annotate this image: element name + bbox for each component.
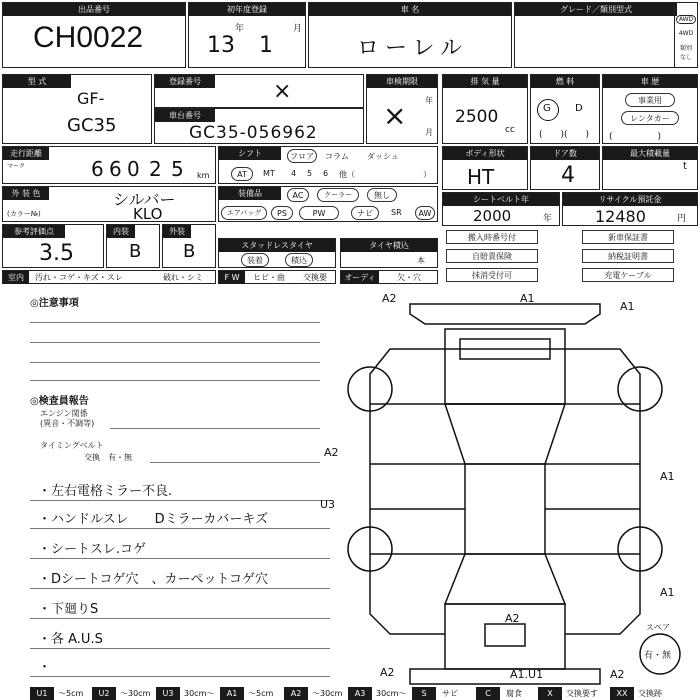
equipment-nav: ナビ bbox=[351, 206, 379, 220]
front-bumper bbox=[410, 304, 600, 324]
timing-label: タイミングベルト bbox=[40, 441, 104, 450]
inspection-period-box bbox=[366, 74, 438, 144]
recycle-box bbox=[562, 192, 698, 226]
body-type-value: HT bbox=[467, 165, 495, 189]
tire-load-label: タイヤ積込 bbox=[341, 239, 437, 252]
legend-text-x: 交換要す bbox=[566, 689, 598, 698]
mileage-digit-5: 5 bbox=[171, 157, 184, 181]
mileage-digit-1: 6 bbox=[91, 157, 104, 181]
shift-other: 他（ bbox=[339, 170, 355, 179]
legend-text-xx: 交換跡 bbox=[638, 689, 662, 698]
history-box bbox=[602, 74, 698, 144]
audio-row bbox=[340, 270, 438, 295]
legend-text-u1: ～5cm bbox=[58, 689, 84, 698]
recycle-label: リサイクル預託金 bbox=[563, 193, 697, 206]
damage-mark-11: A1 bbox=[660, 586, 675, 599]
interior-grade-value: B bbox=[129, 241, 142, 262]
rear-window bbox=[445, 554, 565, 604]
exterior-grade-box bbox=[162, 224, 216, 268]
remark-rule-6 bbox=[30, 648, 330, 649]
exterior-grade-value: B bbox=[183, 241, 196, 262]
legend-code-u3: U3 bbox=[156, 687, 180, 700]
legend-code-x: X bbox=[538, 687, 562, 700]
doc-new-car-warranty: 新車保証書 bbox=[582, 230, 674, 244]
legend-code-a3: A3 bbox=[348, 687, 372, 700]
roof bbox=[465, 464, 545, 554]
audio-row-options: 欠・穴 bbox=[397, 273, 421, 282]
notes-line-2 bbox=[30, 342, 320, 343]
legend-text-a3: 30cm～ bbox=[376, 689, 407, 698]
fw-row-options-2: 交換要 bbox=[303, 273, 327, 282]
recycle-value: 12480 bbox=[595, 207, 646, 226]
interior-row-label: 室内 bbox=[3, 271, 29, 284]
interior-grade-label: 内装 bbox=[107, 225, 135, 238]
damage-mark-4: A2 bbox=[324, 446, 339, 459]
mileage-label: 走行距離 bbox=[3, 147, 49, 160]
equipment-pw: PW bbox=[299, 206, 339, 220]
studless-loaded: 積込 bbox=[285, 253, 313, 267]
damage-mark-8: A2 bbox=[380, 666, 395, 679]
interior-row-options: 汚れ・コゲ・キズ・スレ bbox=[35, 273, 123, 282]
equipment-label: 装備品 bbox=[219, 187, 281, 200]
right-side bbox=[565, 404, 640, 634]
left-side bbox=[370, 404, 445, 634]
rear-bumper bbox=[410, 669, 600, 684]
doc-tax-certificate: 納税証明書 bbox=[582, 249, 674, 263]
shift-6: 6 bbox=[323, 169, 329, 178]
remark-rule-2 bbox=[30, 528, 330, 529]
lot-number-value: CH0022 bbox=[33, 21, 144, 54]
remark-line-4: ・Dシートコゲ穴 、カーペットコゲ穴 bbox=[38, 572, 268, 587]
shift-label: シフト bbox=[219, 147, 281, 160]
seatbelt-label: シートベルト年 bbox=[443, 193, 559, 206]
grade-side-type: 類別 bbox=[679, 45, 692, 52]
legend-code-s: S bbox=[412, 687, 436, 700]
damage-mark-9: A1.U1 bbox=[510, 668, 544, 681]
front-hood bbox=[445, 329, 565, 404]
interior-grade-box bbox=[106, 224, 160, 268]
audio-row-label: オーディオ bbox=[341, 271, 379, 284]
displacement-value: 2500 bbox=[455, 107, 499, 127]
front-outline bbox=[370, 349, 640, 404]
doc-delivery-number: 搬入時番号付 bbox=[446, 230, 538, 244]
studless-mounted: 装着 bbox=[241, 253, 269, 267]
doc-cancel-accepted: 抹消受付可 bbox=[446, 268, 538, 282]
spare-value: 有・無 bbox=[644, 651, 672, 661]
equipment-none: 無し bbox=[367, 188, 397, 202]
seatbelt-value: 2000 bbox=[473, 207, 512, 225]
car-name-label: 車 名 bbox=[309, 3, 511, 16]
lot-number-label: 出品番号 bbox=[3, 3, 185, 16]
doc-charging-cable: 充電ケーブル bbox=[582, 268, 674, 282]
score-value: 3.5 bbox=[39, 241, 74, 266]
color-label: 外 装 色 bbox=[3, 187, 49, 200]
mileage-digit-2: 6 bbox=[109, 157, 122, 181]
history-label: 車 歴 bbox=[603, 75, 697, 88]
score-label: 参考評価点 bbox=[3, 225, 65, 238]
inspector-label: ◎検査員報告 bbox=[30, 396, 89, 407]
fuel-label: 燃 料 bbox=[531, 75, 599, 88]
studless-box bbox=[218, 238, 336, 268]
rear-plate bbox=[485, 624, 525, 646]
equipment-ac: AC bbox=[287, 188, 309, 202]
engine-line bbox=[110, 428, 320, 429]
remark-line-7: ・ bbox=[38, 660, 52, 675]
body-type-box bbox=[442, 146, 528, 190]
remark-rule-3 bbox=[30, 558, 330, 559]
registration-box bbox=[154, 74, 364, 108]
fuel-d: D bbox=[575, 103, 583, 114]
equipment-airbag: エアバッグ bbox=[221, 206, 267, 220]
mileage-mark-label: マーク bbox=[7, 163, 26, 170]
grade-label: グレード／類別型式 bbox=[515, 3, 677, 16]
inspection-period-label: 車検期限 bbox=[367, 75, 437, 88]
fuel-parens: ( )( ) bbox=[539, 130, 590, 140]
grade-side-4wd: 4WD bbox=[678, 30, 694, 37]
color-code-label: (カラー№) bbox=[7, 210, 41, 218]
damage-mark-3: A1 bbox=[620, 300, 635, 313]
seatbelt-box bbox=[442, 192, 560, 226]
grade-box bbox=[514, 2, 698, 68]
registration-label: 登録番号 bbox=[155, 75, 215, 88]
interior-row bbox=[2, 270, 216, 284]
exterior-grade-label: 外装 bbox=[163, 225, 191, 238]
model-value-1: GF- bbox=[77, 89, 105, 108]
damage-mark-6: U3 bbox=[320, 498, 336, 511]
legend-text-c: 腐食 bbox=[506, 689, 522, 698]
shift-floor: フロア bbox=[287, 149, 317, 163]
remark-rule-1 bbox=[30, 500, 330, 501]
legend-code-a2: A2 bbox=[284, 687, 308, 700]
legend-text-u3: 30cm～ bbox=[184, 689, 215, 698]
legend-code-a1: A1 bbox=[220, 687, 244, 700]
year-unit: 年 bbox=[235, 24, 245, 34]
shift-at: AT bbox=[231, 167, 253, 181]
legend-code-u1: U1 bbox=[30, 687, 54, 700]
displacement-unit: cc bbox=[505, 125, 515, 135]
notes-line-3 bbox=[30, 362, 320, 363]
tire-load-box bbox=[340, 238, 438, 268]
mileage-unit: km bbox=[197, 171, 210, 180]
inspection-month-unit: 月 bbox=[425, 128, 433, 137]
fw-row bbox=[218, 270, 336, 284]
equipment-cooler: クーラー bbox=[317, 188, 359, 202]
seatbelt-unit: 年 bbox=[543, 214, 553, 224]
equipment-box bbox=[218, 186, 438, 222]
displacement-box bbox=[442, 74, 528, 144]
grade-side-none: なし bbox=[679, 54, 692, 61]
car-diagram bbox=[320, 284, 700, 688]
doors-value: 4 bbox=[561, 163, 575, 188]
color-code-value: KLO bbox=[133, 205, 163, 223]
model-box bbox=[2, 74, 152, 144]
capacity-unit: t bbox=[683, 161, 687, 172]
remark-line-5: ・下廻りS bbox=[38, 602, 99, 617]
remark-rule-4 bbox=[30, 588, 330, 589]
timing-line bbox=[150, 462, 320, 463]
engine-label: エンジン関係 bbox=[40, 409, 88, 418]
legend-code-c: C bbox=[476, 687, 500, 700]
notes-line-4 bbox=[30, 380, 320, 381]
registration-month: 1 bbox=[259, 33, 273, 58]
engine-sub: (異音・不調等) bbox=[40, 419, 95, 428]
color-value: シルバー bbox=[113, 190, 176, 209]
documents-box bbox=[442, 228, 698, 284]
timing-sub: 交換 有・無 bbox=[84, 453, 132, 462]
remark-line-3: ・シートスレ.コゲ bbox=[38, 542, 147, 557]
damage-mark-5: A1 bbox=[660, 470, 675, 483]
model-label: 型 式 bbox=[3, 75, 71, 88]
fw-row-options: ヒビ・曲 bbox=[253, 273, 285, 282]
model-value-2: GC35 bbox=[67, 115, 117, 136]
notes-line-1 bbox=[30, 322, 320, 323]
fuel-g: G bbox=[543, 103, 551, 114]
shift-box bbox=[218, 146, 438, 184]
equipment-ps: PS bbox=[271, 206, 293, 220]
damage-mark-2: A1 bbox=[520, 292, 535, 305]
shift-mt: MT bbox=[263, 169, 275, 178]
legend-text-a1: ～5cm bbox=[248, 689, 274, 698]
capacity-label: 最大積載量 bbox=[603, 147, 697, 160]
doc-insurance: 自賠責保険 bbox=[446, 249, 538, 263]
damage-mark-7: A2 bbox=[505, 612, 520, 625]
spare-label: スペア bbox=[646, 623, 670, 632]
inspection-mark: × bbox=[383, 99, 407, 132]
inspection-year-unit: 年 bbox=[425, 96, 433, 105]
car-name-value: ローレル bbox=[357, 36, 469, 61]
first-registration-label: 初年度登録 bbox=[189, 3, 305, 16]
damage-mark-1: A2 bbox=[382, 292, 397, 305]
chassis-value: GC35-056962 bbox=[189, 123, 318, 143]
first-registration-box bbox=[188, 2, 306, 68]
mileage-box bbox=[2, 146, 216, 184]
legend-text-s: サビ bbox=[442, 689, 458, 698]
shift-close: ） bbox=[423, 170, 431, 179]
shift-4: 4 bbox=[291, 169, 297, 178]
mileage-digit-3: 0 bbox=[127, 157, 140, 181]
month-unit: 月 bbox=[293, 24, 303, 34]
chassis-box bbox=[154, 108, 364, 144]
remark-line-1: ・左右電格ミラー不良. bbox=[38, 484, 173, 499]
doors-label: ドア数 bbox=[531, 147, 599, 160]
mileage-digit-4: 2 bbox=[149, 157, 162, 181]
lot-number-box bbox=[2, 2, 186, 68]
equipment-aw: AW bbox=[415, 206, 435, 220]
history-business: 事業用 bbox=[625, 93, 675, 107]
history-parens: ( ) bbox=[609, 132, 662, 142]
history-rental: レンタカー bbox=[621, 111, 679, 125]
shift-column: コラム bbox=[325, 152, 349, 161]
legend-code-xx: XX bbox=[610, 687, 634, 700]
interior-row-options-2: 破れ・シミ bbox=[163, 273, 203, 282]
doors-box bbox=[530, 146, 600, 190]
car-name-box bbox=[308, 2, 512, 68]
shift-dash: ダッシュ bbox=[367, 152, 399, 161]
capacity-box bbox=[602, 146, 698, 190]
damage-mark-10: A2 bbox=[610, 668, 625, 681]
grade-side-awd: AWD bbox=[676, 15, 696, 24]
grade-side-column bbox=[674, 3, 697, 67]
damage-legend bbox=[0, 687, 700, 700]
color-box bbox=[2, 186, 216, 222]
equipment-sr: SR bbox=[391, 208, 402, 217]
fuel-box bbox=[530, 74, 600, 144]
tire-load-unit: 本 bbox=[417, 256, 425, 265]
remark-rule-5 bbox=[30, 618, 330, 619]
studless-label: スタッドレスタイヤ bbox=[219, 239, 335, 252]
registration-year: 13 bbox=[207, 33, 235, 58]
body-type-label: ボディ形状 bbox=[443, 147, 527, 160]
registration-mark: × bbox=[273, 79, 292, 104]
remark-rule-7 bbox=[30, 676, 330, 677]
remark-line-2: ・ハンドルスレ Dミラーカバーキズ bbox=[38, 512, 269, 527]
fw-row-label: F W bbox=[219, 271, 245, 284]
chassis-label: 車台番号 bbox=[155, 109, 215, 122]
shift-5: 5 bbox=[307, 169, 313, 178]
remark-line-6: ・各 A.U.S bbox=[38, 632, 103, 647]
legend-code-u2: U2 bbox=[92, 687, 116, 700]
legend-text-a2: ～30cm bbox=[312, 689, 343, 698]
legend-text-u2: ～30cm bbox=[120, 689, 151, 698]
notes-label: ◎注意事項 bbox=[30, 298, 79, 309]
recycle-unit: 円 bbox=[677, 214, 687, 224]
score-box bbox=[2, 224, 104, 268]
windshield bbox=[445, 404, 565, 464]
displacement-label: 排 気 量 bbox=[443, 75, 527, 88]
